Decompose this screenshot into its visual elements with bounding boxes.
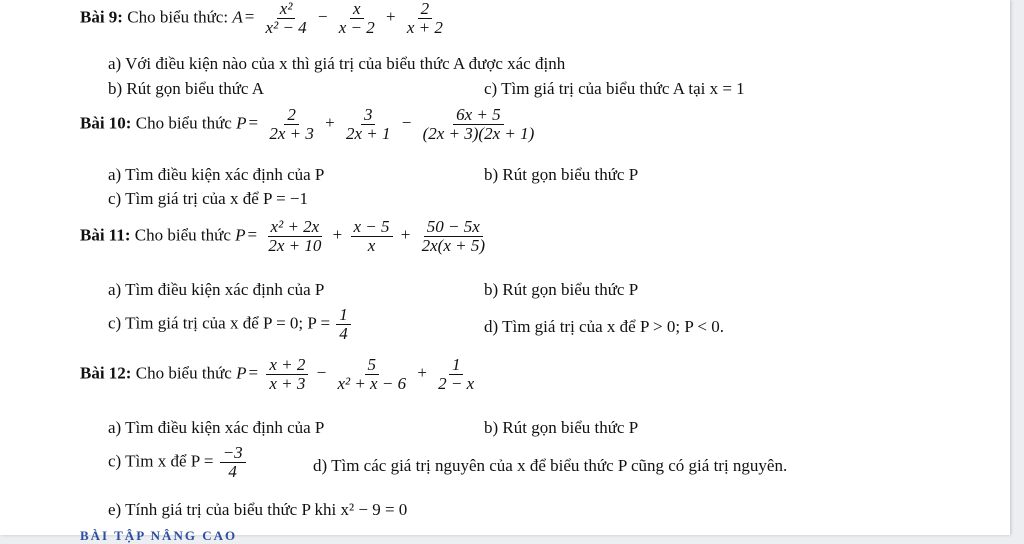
- fraction: $\frac{3}{2x + 1}$: [345, 105, 391, 143]
- question-a: a) Tìm điều kiện xác định của P: [108, 418, 325, 437]
- question-c: c) Tìm giá trị của x để P = 0; P = $\frac{1}{4}$: [108, 306, 353, 343]
- section-heading: BÀI TẬP NÂNG CAO: [80, 528, 238, 543]
- fraction: $\frac{1}{4}$: [336, 306, 351, 343]
- exercise-intro: Cho biểu thức: [135, 363, 232, 383]
- fraction: $\frac{2}{2x + 3}$: [269, 105, 314, 143]
- exercise-title: Bài 10:: [80, 113, 132, 133]
- question-c: c) Tìm x để P = $\frac{-3}{4}$: [108, 444, 248, 481]
- fraction: $\frac{-3}{4}$: [220, 444, 246, 481]
- expression-variable: P: [236, 363, 247, 383]
- question-a: a) Với điều kiện nào của x thì giá trị của biểu thức A được xác định: [108, 54, 566, 73]
- fraction: $\frac{50 - 5x}{2x(x + 5)}$: [421, 217, 486, 255]
- fraction: $\frac{5}{\text{x² + x − 6}}$: [337, 355, 407, 393]
- exercise-12-header: Bài 12: Cho biểu thức P = $\frac{x + 2}{x + 3}$ − $\frac{5}{\text{x² + x − 6}}$ + $\frac{1}{2 - x}$: [80, 356, 479, 393]
- question-b: b) Rút gọn biểu thức P: [484, 280, 639, 299]
- fraction: $\frac{x}{x - 2}$: [338, 0, 375, 37]
- fraction: $\frac{\text{x² + 2x}}{2x + 10}$: [268, 217, 322, 255]
- exercise-title: Bài 9:: [80, 7, 123, 27]
- expression-variable: P: [235, 225, 246, 245]
- question-b: b) Rút gọn biểu thức A: [108, 79, 265, 98]
- fraction: $\frac{6x + 5}{(2x + 3)(2x + 1)}$: [422, 105, 535, 143]
- fraction: $\frac{1}{2 - x}$: [438, 355, 475, 393]
- exercise-intro: Cho biểu thức:: [127, 7, 229, 27]
- question-d: d) Tìm giá trị của x để P > 0; P < 0.: [484, 317, 724, 336]
- exercise-10-header: Bài 10: Cho biểu thức P = $\frac{2}{2x + 3}$ + $\frac{3}{2x + 1}$ − $\frac{6x + 5}{(2x + 3)(2x + 1)}$: [80, 106, 539, 143]
- question-a: a) Tìm điều kiện xác định của P: [108, 165, 325, 184]
- question-a: a) Tìm điều kiện xác định của P: [108, 280, 325, 299]
- exercise-9-header: Bài 9: Cho biểu thức: A = $\frac{\text{x²}}{\text{x² − 4}}$ − $\frac{x}{x - 2}$ + $\frac{2}{x + 2}$: [80, 0, 448, 37]
- exercise-title: Bài 11:: [80, 225, 131, 245]
- fraction: $\frac{x - 5}{x}$: [351, 218, 393, 255]
- question-b: b) Rút gọn biểu thức P: [484, 165, 639, 184]
- exercise-11-header: Bài 11: Cho biểu thức P = $\frac{\text{x² + 2x}}{2x + 10}$ + $\frac{x - 5}{x}$ + $\frac{50 - 5x}{2x(x + 5)}$: [80, 218, 490, 255]
- question-d: d) Tìm các giá trị nguyên của x để biểu thức P cũng có giá trị nguyên.: [313, 456, 788, 475]
- question-c: c) Tìm giá trị của biểu thức A tại x = 1: [484, 79, 745, 98]
- question-b: b) Rút gọn biểu thức P: [484, 418, 639, 437]
- exercise-intro: Cho biểu thức: [135, 113, 232, 133]
- question-c: c) Tìm giá trị của x để P = −1: [108, 189, 308, 208]
- fraction: $\frac{\text{x²}}{\text{x² − 4}}$: [265, 0, 307, 37]
- exercise-title: Bài 12:: [80, 363, 132, 383]
- question-e: e) Tính giá trị của biểu thức P khi x² − 9 = 0: [108, 500, 408, 519]
- expression-variable: A: [232, 7, 243, 27]
- fraction: $\frac{2}{x + 2}$: [406, 0, 443, 37]
- fraction: $\frac{x + 2}{x + 3}$: [266, 356, 308, 393]
- exercise-intro: Cho biểu thức: [134, 225, 231, 245]
- expression-variable: P: [236, 113, 247, 133]
